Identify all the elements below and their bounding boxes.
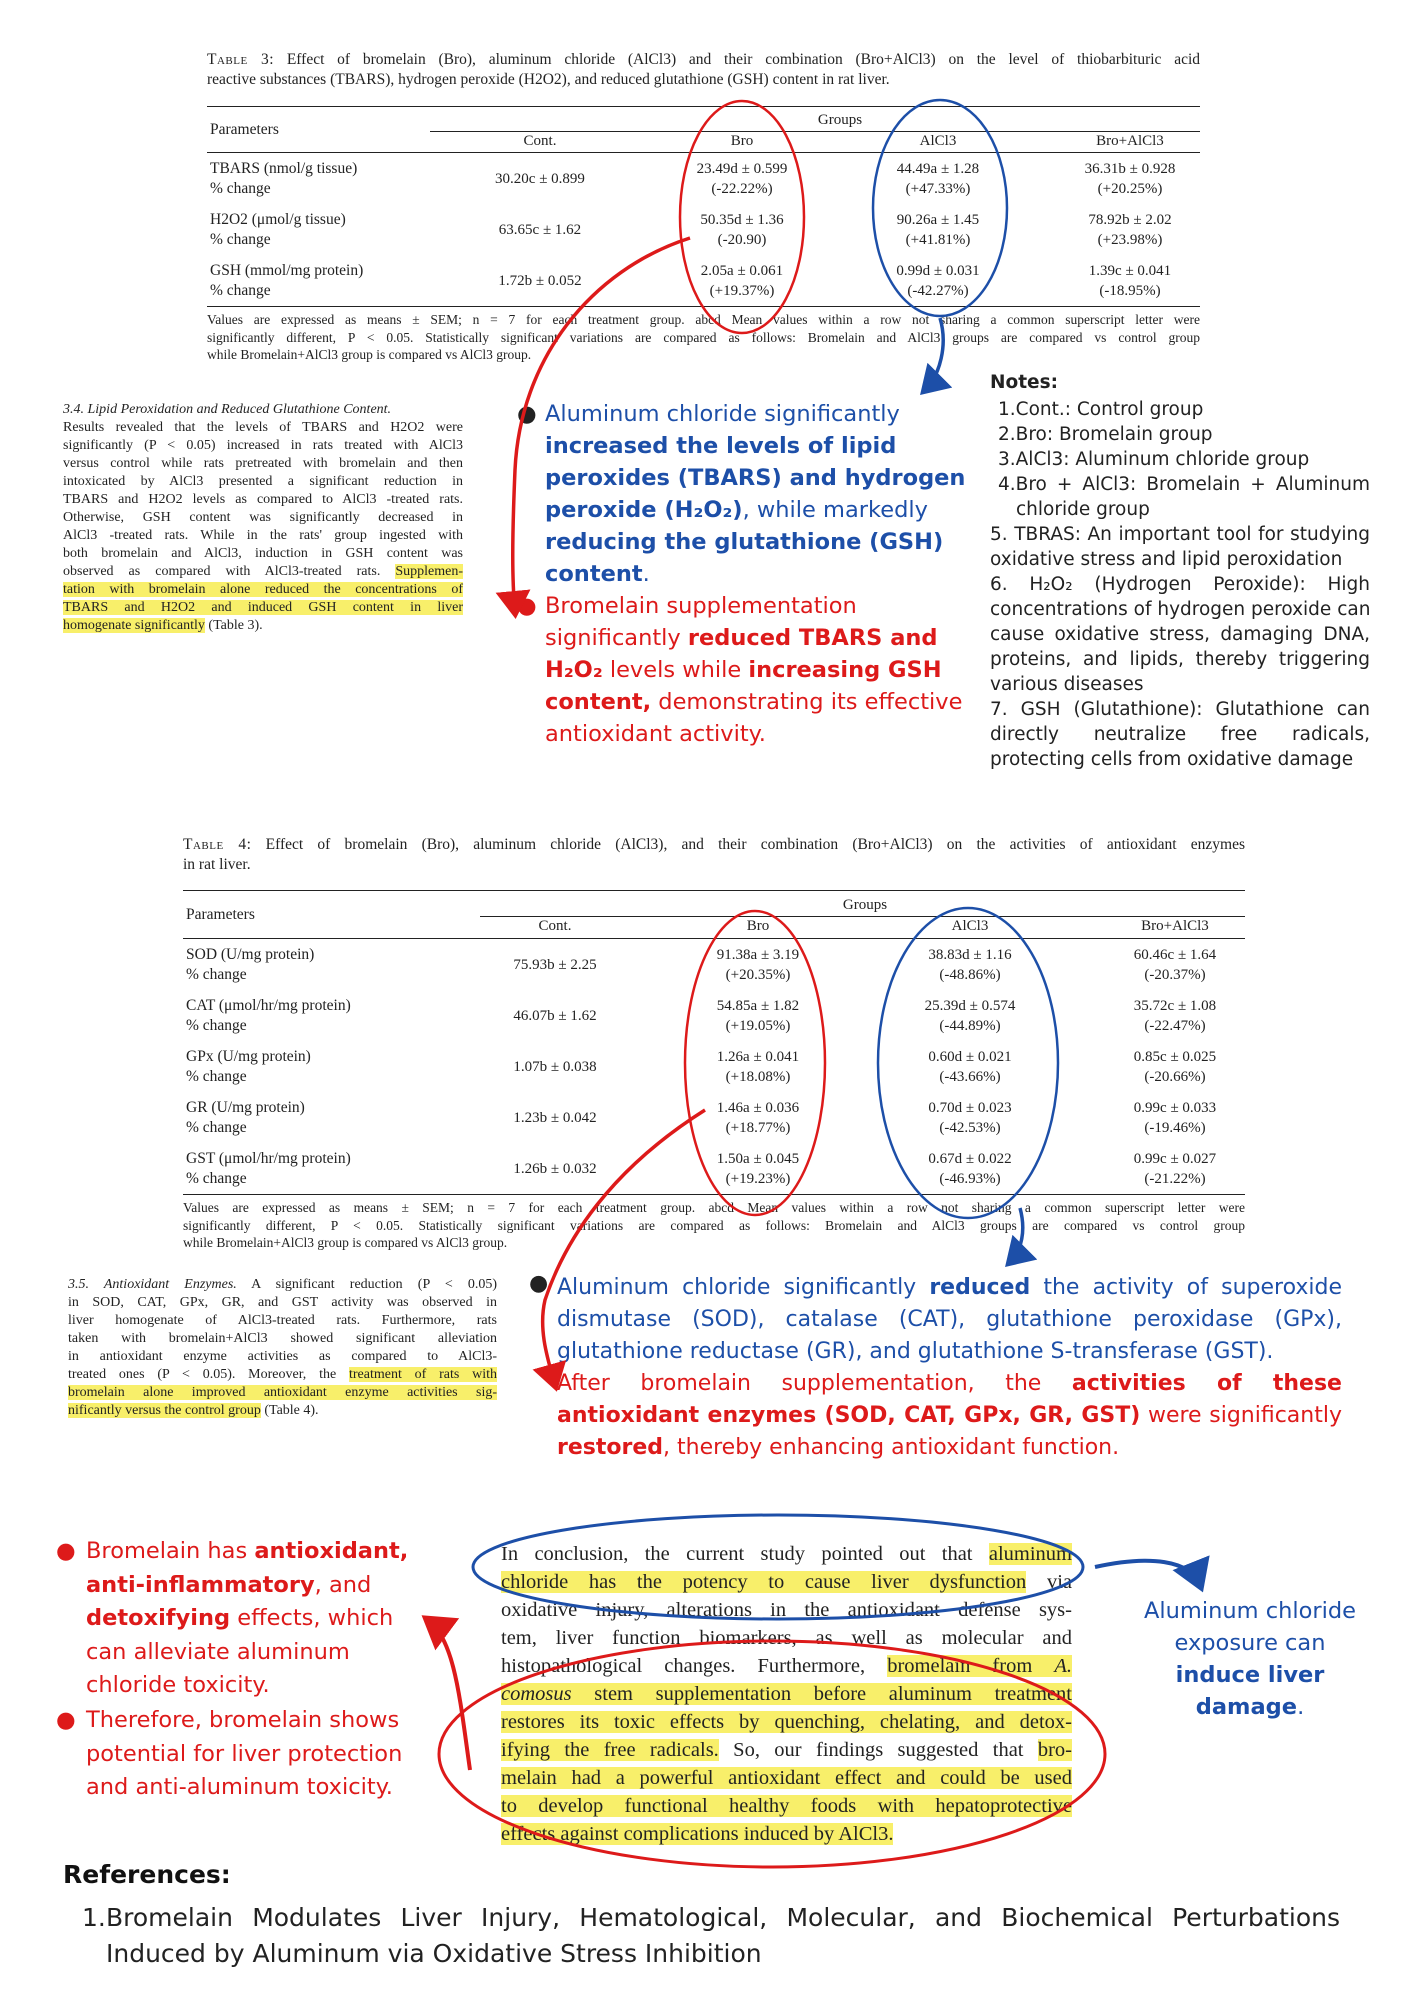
note-item: 1.Cont.: Control group: [998, 399, 1204, 420]
para-text: A significant reduction (P < 0.05): [251, 1277, 497, 1292]
highlighted-text: restores its toxic effects by quenching, chelating, and detox-: [501, 1711, 1072, 1733]
text: demonstrating its effective antioxidant activity.: [545, 689, 963, 747]
para-text: histopathological changes. Furthermore,: [501, 1655, 866, 1677]
table3-alcl3-circle: [873, 100, 1007, 316]
table4-sub: % change: [186, 966, 247, 983]
table4-cell: 46.07b ± 1.62: [513, 1008, 597, 1024]
para-line: Otherwise, GSH content was significantly decreased in: [63, 510, 463, 525]
highlighted-text: treatment of rats with: [349, 1367, 497, 1382]
para-line: versus control while rats pretreated with bromelain and then: [63, 456, 463, 471]
blue-arrow-to-commentary1: [925, 318, 943, 390]
text: levels while: [602, 657, 749, 683]
text: , thereby enhancing antioxidant function.: [663, 1435, 1120, 1460]
table3-cell: (+41.81%): [905, 232, 971, 248]
table3-cell: (-42.27%): [907, 283, 969, 299]
table4-cell: 35.72c ± 1.08: [1133, 998, 1217, 1014]
table3-col-bro: Bro: [730, 133, 754, 149]
references-colon: :: [220, 1860, 231, 1889]
table3-cell: 30.20c ± 0.899: [495, 171, 585, 187]
note-item: 7. GSH (Glutathione): Glutathione can: [990, 699, 1370, 720]
bold-text: detoxifying: [86, 1605, 231, 1631]
table3-caption-line1: Effect of bromelain (Bro), aluminum chloride (AlCl3) and their combination (Bro+AlCl3) on the level of thiobarbituric acid: [286, 51, 1201, 68]
bold-text: damage: [1195, 1694, 1298, 1720]
footnote-line: Values are expressed as means ± SEM; n = 7 for each treatment group. abcd Mean values within a row not sharing a common superscript letter were: [183, 1200, 1245, 1215]
table4-caption-line2: in rat liver.: [183, 856, 251, 873]
text: Aluminum chloride significantly: [545, 401, 900, 427]
text: .: [642, 561, 650, 587]
para-text: observed as compared with AlCl3-treated rats.: [63, 564, 381, 579]
table4-cell: 1.07b ± 0.038: [513, 1059, 597, 1075]
text: Aluminum chloride significantly: [557, 1275, 930, 1300]
note-item: various diseases: [990, 674, 1144, 695]
text: Bromelain has: [86, 1538, 255, 1564]
para-line: significantly (P < 0.05) increased in rats treated with AlCl3: [63, 438, 463, 453]
table4-cell: (-20.37%): [1144, 967, 1206, 983]
table3-cell: (-22.22%): [711, 181, 773, 197]
table4-col-alcl3: AlCl3: [951, 918, 989, 934]
table4-sub: % change: [186, 1119, 247, 1136]
highlighted-text: comosus: [501, 1683, 572, 1705]
note-item: 2.Bro: Bromelain group: [998, 424, 1213, 445]
highlighted-text: bro-: [1037, 1739, 1073, 1761]
table3-cell: (+19.37%): [709, 283, 775, 299]
table4-cell: 0.67d ± 0.022: [928, 1151, 1012, 1167]
table4-cell: 1.26a ± 0.041: [716, 1049, 800, 1065]
para-line: AlCl3 -treated rats. While in the rats' group ingested with: [63, 528, 463, 543]
bold-text: anti-inflammatory: [86, 1571, 315, 1598]
table4-bro-circle: [685, 911, 825, 1215]
table3-param: TBARS (nmol/g tissue): [210, 160, 358, 177]
side-note-line: Aluminum chloride: [1144, 1598, 1356, 1624]
highlighted-text: chloride has the potency to cause liver dysfunction: [501, 1571, 1027, 1593]
table3-cell: 63.65c ± 1.62: [498, 222, 582, 238]
table3-param-header: Parameters: [210, 121, 279, 138]
table3-cell: 78.92b ± 2.02: [1088, 212, 1172, 228]
highlighted-text: A.: [1054, 1655, 1073, 1677]
table4-col-cont: Cont.: [538, 918, 572, 934]
bold-text: antioxidant,: [254, 1538, 409, 1564]
side-note-punct: .: [1297, 1694, 1305, 1720]
text: , and: [314, 1571, 372, 1598]
table4-param-header: Parameters: [186, 906, 255, 923]
table3-bro-circle: [680, 101, 804, 333]
text: Bromelain supplementation significantly: [545, 593, 857, 651]
highlighted-text: tation with bromelain alone reduced the concentrations of: [63, 582, 463, 597]
commentary3-bullet2: ● Therefore, bromelain shows potential for liver protection and anti-aluminum toxicity.: [56, 1707, 403, 1800]
table3-caption-line2: reactive substances (TBARS), hydrogen peroxide (H2O2), and reduced glutathione (GSH) content in rat liver.: [207, 71, 890, 88]
table4-cell: 91.38a ± 3.19: [716, 947, 800, 963]
commentary2-bullet: ● Aluminum chloride significantly reduced the activity of superoxide dismutase (SOD), catalase (CAT), glutathione peroxidase (GPx), glutathione reductase (GR), and glutathione S-transferase (GST). After bromelain supplementation, the activities of these antioxidant enzymes (SOD, CAT, GPx, GR, GST) were significantly restored, thereby enhancing antioxidant function.: [557, 1272, 1342, 1464]
reference-line: Bromelain Modulates Liver Injury, Hematological, Molecular, and Biochemical Perturbations: [106, 1903, 1340, 1932]
table4-cell: (-19.46%): [1144, 1120, 1206, 1136]
bold-text: induce liver: [1175, 1662, 1325, 1688]
para-line: oxidative injury, alterations in the antioxidant defense sys-: [501, 1599, 1072, 1621]
table4-col-mix: Bro+AlCl3: [1141, 918, 1209, 934]
highlighted-text: to develop functional healthy foods with hepatoprotective: [501, 1795, 1072, 1817]
table4-cell: 0.85c ± 0.025: [1133, 1049, 1217, 1065]
note-item: directly neutralize free radicals,: [990, 724, 1370, 745]
highlighted-text: nificantly versus the control group: [68, 1403, 261, 1418]
reference-line: Induced by Aluminum via Oxidative Stress Inhibition: [106, 1939, 762, 1968]
para-text: via: [1046, 1571, 1073, 1593]
bold-text: activities of these antioxidant enzymes (SOD, CAT, GPx, GR, GST): [557, 1371, 1342, 1428]
footnote-line: while Bromelain+AlCl3 group is compared vs AlCl3 group.: [183, 1235, 508, 1250]
table4-cell: 75.93b ± 2.25: [513, 957, 597, 973]
table4-cell: (+20.35%): [725, 967, 791, 983]
table3-cell: 23.49d ± 0.599: [696, 161, 788, 177]
table4-cell: (+19.05%): [725, 1018, 791, 1034]
para-text: treated ones (P < 0.05). Moreover, the: [68, 1367, 337, 1382]
table3-cell: (+47.33%): [905, 181, 971, 197]
note-item: concentrations of hydrogen peroxide can: [990, 599, 1371, 620]
table3-cell: 50.35d ± 1.36: [700, 212, 784, 228]
footnote-line: significantly different, P < 0.05. Statistically significant variations are compared as follows: Bromelain and AlCl3 groups are compared vs control group: [183, 1217, 1245, 1233]
bold-text: reducing the glutathione (GSH) content: [545, 529, 944, 587]
section-heading: 3.5. Antioxidant Enzymes.: [68, 1277, 237, 1292]
table4-cell: 0.60d ± 0.021: [928, 1049, 1012, 1065]
note-item: cause oxidative stress, damaging DNA,: [990, 624, 1370, 645]
table4-alcl3-circle: [878, 908, 1058, 1218]
table3-cell: 36.31b ± 0.928: [1084, 161, 1176, 177]
note-item: 5. TBRAS: An important tool for studying: [990, 524, 1370, 545]
text: were significantly: [1140, 1403, 1342, 1428]
footnote-line: Values are expressed as means ± SEM; n = 7 for each treatment group. abcd Mean values within a row not sharing a common superscript letter were: [207, 312, 1200, 327]
para-text: So, our findings suggested that: [733, 1739, 1024, 1761]
table3-sub: % change: [210, 180, 271, 197]
table4-cell: (-21.22%): [1144, 1171, 1206, 1187]
para-text: (Table 3).: [208, 618, 263, 633]
red-arrow-to-commentary1: [513, 238, 690, 612]
conclusion-red-circle: [439, 1641, 1105, 1867]
section-heading: 3.4. Lipid Peroxidation and Reduced Glutathione Content.: [63, 402, 392, 417]
text: Therefore, bromelain shows potential for liver protection and anti-aluminum toxicity.: [86, 1707, 403, 1800]
table4-caption-label: Table 4:: [183, 836, 252, 853]
conclusion-blue-circle: [473, 1515, 1083, 1619]
bold-text: reduced TBARS and H₂O₂: [545, 625, 938, 683]
table4-param: GST (μmol/hr/mg protein): [186, 1150, 351, 1167]
footnote-line: significantly different, P < 0.05. Statistically significant variations are compared as follows: Bromelain and AlCl3 groups are compared vs control group: [207, 329, 1200, 345]
para-line: liver homogenate of AlCl3-treated rats. Furthermore, rats: [68, 1313, 497, 1328]
commentary1-red-bullet: ● Bromelain supplementation significantly reduced TBARS and H₂O₂ levels while increasing GSH content, demonstrating its effective antioxidant activity.: [517, 593, 963, 747]
table4-cell: 38.83d ± 1.16: [928, 947, 1012, 963]
table3-col-mix: Bro+AlCl3: [1096, 133, 1164, 149]
table4-cell: 0.99c ± 0.027: [1133, 1151, 1217, 1167]
table4-cell: 1.46a ± 0.036: [716, 1100, 800, 1116]
references-title-text: References: [63, 1860, 221, 1889]
blue-arrow-to-commentary2: [1010, 1208, 1023, 1262]
table3-param: GSH (mmol/mg protein): [210, 262, 364, 279]
table4-cell: 1.26b ± 0.032: [513, 1161, 597, 1177]
table4-caption-line1: Effect of bromelain (Bro), aluminum chloride (AlCl3), and their combination (Bro+AlCl3) on the activities of antioxidant enzymes: [265, 836, 1246, 853]
red-arrow-to-commentary3: [428, 1620, 470, 1770]
reference-number: 1.: [82, 1903, 106, 1932]
table4-cell: 0.99c ± 0.033: [1133, 1100, 1217, 1116]
table4-cell: (-42.53%): [939, 1120, 1001, 1136]
highlighted-text: bromelain from: [887, 1655, 1033, 1677]
para-line: Results revealed that the levels of TBARS and H2O2 were: [63, 420, 463, 435]
para-text: In conclusion, the current study pointed out that: [501, 1543, 973, 1565]
para-line: in antioxidant enzyme activities as compared to AlCl3-: [68, 1349, 497, 1364]
table4-cell: (-43.66%): [939, 1069, 1001, 1085]
table3-cell: 0.99d ± 0.031: [896, 263, 980, 279]
table4-cell: 54.85a ± 1.82: [716, 998, 800, 1014]
commentary3-bullet1: ● Bromelain has antioxidant, anti-inflammatory, and detoxifying effects, which can alleviate aluminum chloride toxicity.: [56, 1538, 409, 1698]
para-line: tem, liver function biomarkers, as well as molecular and: [501, 1627, 1072, 1649]
table4-param: GR (U/mg protein): [186, 1099, 305, 1116]
table3-cell: (-18.95%): [1099, 283, 1161, 299]
table4-param: CAT (μmol/hr/mg protein): [186, 997, 351, 1014]
table4-cell: (-20.66%): [1144, 1069, 1206, 1085]
text: , while markedly: [742, 497, 928, 523]
table4-cell: (+19.23%): [725, 1171, 791, 1187]
highlighted-text: ifying the free radicals.: [501, 1739, 719, 1761]
table4-cell: 60.46c ± 1.64: [1133, 947, 1217, 963]
table4-sub: % change: [186, 1017, 247, 1034]
bold-text: reduced: [929, 1275, 1031, 1300]
notes-colon: :: [1050, 372, 1059, 393]
table4-cell: 0.70d ± 0.023: [928, 1100, 1012, 1116]
note-item: protecting cells from oxidative damage: [990, 749, 1354, 770]
table3-sub: % change: [210, 231, 271, 248]
note-item: 3.AlCl3: Aluminum chloride group: [998, 449, 1310, 470]
highlighted-text: melain had a powerful antioxidant effect and could be used: [501, 1767, 1072, 1789]
table3-caption-label: Table 3:: [207, 51, 275, 68]
table3-sub: % change: [210, 282, 271, 299]
note-item: chloride group: [1016, 499, 1150, 520]
table3-cell: 90.26a ± 1.45: [896, 212, 980, 228]
highlighted-text: Supplemen-: [395, 564, 464, 579]
bold-text: increased the levels of lipid peroxides (TBARS) and hydrogen peroxide (H₂O₂): [545, 433, 966, 523]
para-line: in SOD, CAT, GPx, GR, and GST activity was observed in: [68, 1295, 497, 1310]
footnote-line: while Bromelain+AlCl3 group is compared vs AlCl3 group.: [207, 347, 532, 362]
table3-cell: 44.49a ± 1.28: [896, 161, 980, 177]
commentary1-blue-bullet: ● Aluminum chloride significantly increased the levels of lipid peroxides (TBARS) and hydrogen peroxide (H₂O₂), while markedly reducing the glutathione (GSH) content.: [517, 401, 966, 587]
para-text: (Table 4).: [264, 1403, 319, 1418]
table4-sub: % change: [186, 1170, 247, 1187]
para-line: taken with bromelain+AlCl3 showed significant alleviation: [68, 1331, 497, 1346]
red-arrow-to-commentary2: [543, 1110, 705, 1385]
table4-cell: 1.23b ± 0.042: [513, 1110, 597, 1126]
notes-title-text: Notes: [990, 372, 1051, 393]
highlighted-text: TBARS and H2O2 and induced GSH content in liver: [63, 600, 463, 615]
blue-arrow-to-side-note: [1095, 1561, 1200, 1585]
bold-text: increasing GSH content,: [545, 657, 942, 715]
table3-cell: (+20.25%): [1097, 181, 1163, 197]
para-line: intoxicated by AlCl3 presented a significant reduction in: [63, 474, 463, 489]
table4-cell: (+18.08%): [725, 1069, 791, 1085]
table4-cell: 25.39d ± 0.574: [924, 998, 1016, 1014]
table3-cell: 1.39c ± 0.041: [1088, 263, 1172, 279]
table4-cell: (-22.47%): [1144, 1018, 1206, 1034]
para-line: TBARS and H2O2 levels as compared to AlCl3 -treated rats.: [63, 492, 463, 507]
note-item: 4.Bro + AlCl3: Bromelain + Aluminum: [998, 474, 1370, 495]
highlighted-text: aluminum: [988, 1543, 1073, 1565]
text: the activity of superoxide dismutase (SOD), catalase (CAT), glutathione peroxidase (GPx), glutathione reductase (GR), and glutathione S-transferase (GST).: [557, 1275, 1342, 1364]
bold-text: restored: [557, 1435, 664, 1460]
table3-cell: (+23.98%): [1097, 232, 1163, 248]
table3-groups-header: Groups: [817, 112, 863, 128]
highlighted-text: stem supplementation before aluminum treatment: [594, 1683, 1072, 1705]
table3-cell: 1.72b ± 0.052: [498, 273, 582, 289]
note-item: proteins, and lipids, thereby triggering: [990, 649, 1370, 670]
table4-cell: (+18.77%): [725, 1120, 791, 1136]
highlighted-text: bromelain alone improved antioxidant enzyme activities sig-: [68, 1385, 497, 1400]
table3-param: H2O2 (μmol/g tissue): [210, 211, 346, 228]
table4-param: GPx (U/mg protein): [186, 1048, 311, 1065]
para-line: both bromelain and AlCl3, induction in GSH content was: [63, 546, 463, 561]
table3-cell: 2.05a ± 0.061: [700, 263, 784, 279]
table3-col-cont: Cont.: [523, 133, 557, 149]
table3-cell: (-20.90): [717, 232, 767, 248]
note-item: oxidative stress and lipid peroxidation: [990, 549, 1343, 570]
table4-groups-header: Groups: [842, 897, 888, 913]
text: After bromelain supplementation, the: [557, 1371, 1072, 1396]
table4-cell: (-48.86%): [939, 967, 1001, 983]
text: effects, which can alleviate aluminum chloride toxicity.: [86, 1605, 394, 1698]
table3-col-alcl3: AlCl3: [919, 133, 957, 149]
note-item: 6. H₂O₂ (Hydrogen Peroxide): High: [990, 574, 1370, 595]
highlighted-text: effects against complications induced by AlCl3.: [501, 1823, 894, 1845]
table4-col-bro: Bro: [746, 918, 770, 934]
side-note-line: exposure can: [1174, 1630, 1326, 1656]
table4-cell: (-46.93%): [939, 1171, 1001, 1187]
table4-cell: 1.50a ± 0.045: [716, 1151, 800, 1167]
highlighted-text: homogenate significantly: [63, 618, 205, 633]
table4-param: SOD (U/mg protein): [186, 946, 315, 963]
table4-cell: (-44.89%): [939, 1018, 1001, 1034]
table4-sub: % change: [186, 1068, 247, 1085]
